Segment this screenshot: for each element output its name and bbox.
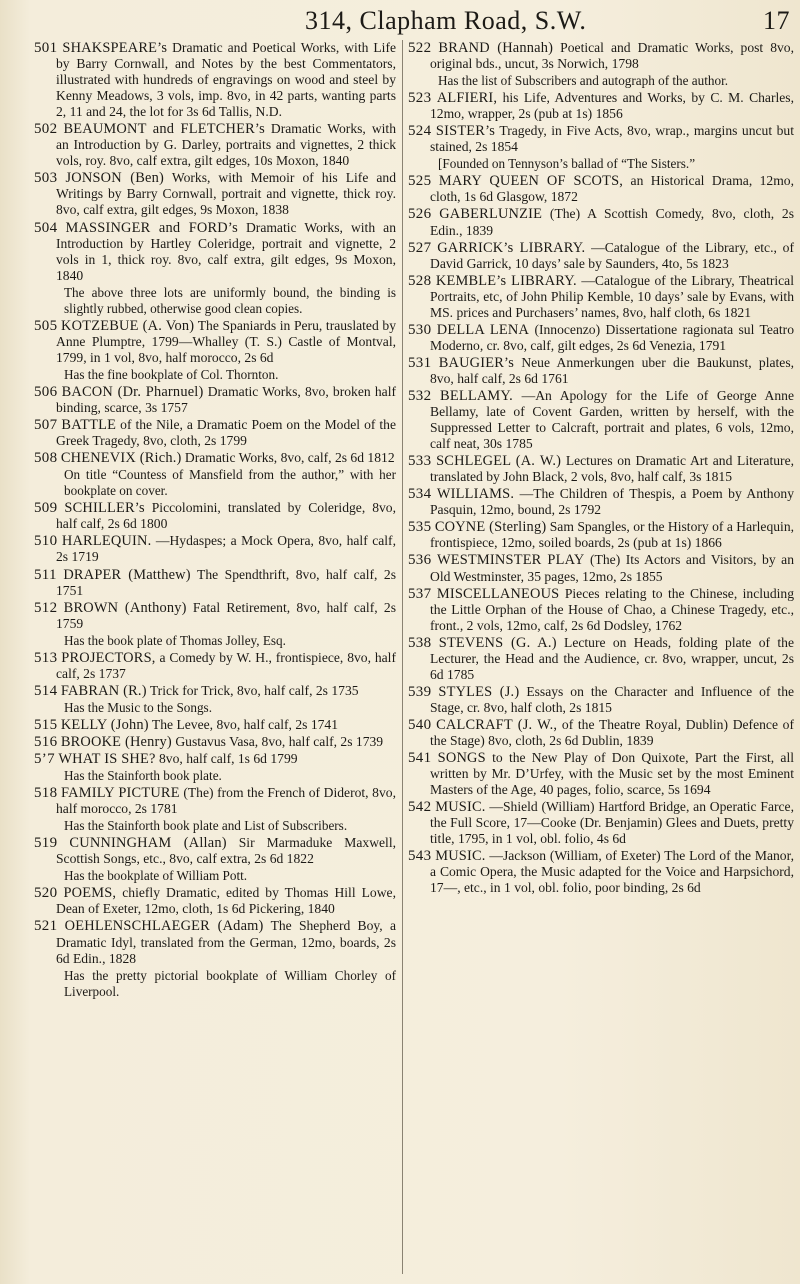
catalogue-entry [408,173,794,205]
lot-number: 5’7 [34,751,55,768]
lot-number: 532 [408,387,432,404]
entry-description: —An Apology for the Life of George Anne Bellamy, late of Covent Garden, written by herself, with the Suppressed Letter to Calcraft, portrait and plates, 6 vols, 12mo, calf neat, 30s 1785 [430,387,794,452]
entry-description: —Hydaspes; a Mock Opera, 8vo, half calf, 2s 1719 [56,533,396,565]
entry-note: Has the fine bookplate of Col. Thornton. [64,366,279,382]
catalogue-entry [408,123,794,155]
catalogue-entry [34,40,396,120]
entry-description: —The Children of Thespis, a Poem by Anthony Pasquin, 12mo, bound, 2s 1792 [430,486,794,518]
entry-heading: COYNE (Sterling) [434,519,547,536]
catalogue-entry [34,717,396,733]
entry-heading: ALFIERI, [436,90,498,107]
catalogue-entry [34,734,396,750]
entry-description: Tragedy, in Five Acts, 8vo, wrap., margins uncut but stained, 2s 1854 [430,123,795,155]
entry-heading: KEMBLE’s LIBRARY. [435,272,577,289]
catalogue-entry [34,751,396,767]
lot-number: 503 [34,170,58,187]
entry-description: Dramatic and Poetical Works, with Life by Barry Cornwall, and Notes by the best Commentators, illustrated with hundreds of engravings on wood and steel by Kenny Meadows, 3 vols, imp. 8vo, in 42 parts, wanting parts 2, 11 and 24, the lot for 3s 6d Tallis, N.D. [56,40,397,120]
lot-number: 515 [34,716,58,733]
page-title: 314, Clapham Road, S.W. [305,6,587,35]
entry-description: Dramatic Works, with an Introduction by Hartley Coleridge, portrait and vignette, 2 vols in 1, thick roy. 8vo, calf extra, gilt edges, 9s Moxon, 1840 [56,219,397,283]
entry-heading: FABRAN (R.) [60,682,147,699]
catalogue-entry [408,355,794,387]
entry-note: Has the bookplate of William Pott. [64,868,248,884]
lot-number: 522 [408,40,432,56]
lot-number: 508 [34,450,58,467]
catalogue-entry [408,486,794,518]
lot-number: 525 [408,173,432,190]
entry-heading: KELLY (John) [60,716,149,733]
lot-number: 535 [408,519,432,536]
entry-description: an Historical Drama, 12mo, cloth, 1s 6d Glasgow, 1872 [430,173,794,205]
entry-description: Dramatic Works, 8vo, calf, 2s 6d 1812 [184,450,395,466]
entry-description: his Life, Adventures and Works, by C. M. Charles, 12mo, wrapper, 2s (pub at 1s) 1856 [430,90,794,122]
entry-heading: BROOKE (Henry) [60,733,172,750]
entry-description: Lectures on Dramatic Art and Literature, translated by John Black, 2 vols, 8vo, half calf, 3s 1815 [430,453,794,485]
catalogue-entry [408,453,794,485]
entry-heading: KOTZEBUE (A. Von) [61,317,195,334]
lot-number: 533 [408,453,432,470]
lot-number: 526 [408,206,432,223]
lot-number: 502 [34,121,58,138]
catalogue-entry [408,684,794,716]
entry-description: Dramatic Works, 8vo, broken half binding, scarce, 3s 1757 [56,383,397,416]
catalogue-entry [408,322,794,354]
entry-heading: BROWN (Anthony) [63,599,187,616]
lot-number: 510 [34,533,58,550]
entry-description: Poetical and Dramatic Works, post 8vo, original bds., uncut, 3s Norwich, 1798 [430,40,794,72]
catalogue-entry [34,600,396,632]
catalogue-entry [408,750,794,798]
entry-heading: MUSIC. [435,799,486,816]
entry-heading: STEVENS (G. A.) [438,634,557,651]
entry-heading: FAMILY PICTURE [61,785,180,802]
lot-number: 534 [408,486,432,503]
entry-heading: MASSINGER and FORD’s [65,219,238,236]
lot-number: 504 [34,219,58,236]
lot-number: 528 [408,272,432,289]
catalogue-entry [408,586,794,634]
catalogue-entry [34,500,396,532]
page-number: 17 [763,6,790,35]
entry-description: Fatal Retirement, 8vo, half calf, 2s 1759 [56,599,396,631]
entry-heading: SISTER’s [435,123,496,140]
catalogue-entry [34,121,396,169]
entry-description: 8vo, half calf, 1s 6d 1799 [159,751,298,767]
catalogue-entry [408,240,794,272]
lot-number: 541 [408,750,432,767]
catalogue-entry [408,273,794,321]
entry-description: —Shield (William) Hartford Bridge, an Operatic Farce, the Full Score, 17—Cooke (Dr. Benjamin) Glees and Duets, pretty title, 1795, in 1 vol, obl. folio, 4s 6d [430,799,794,847]
entry-heading: DELLA LENA [436,321,530,338]
entry-heading: PROJECTORS, [61,649,156,666]
catalogue-entry [34,885,396,917]
catalogue-entry [34,170,396,218]
catalogue-entry [34,417,396,449]
entry-description: Gustavus Vasa, 8vo, half calf, 2s 1739 [175,733,384,749]
left-column [34,40,396,1001]
catalogue-entry [34,384,396,416]
entry-description: Pieces relating to the Chinese, including the Little Orphan of the House of Chao, a Chinese Tragedy, etc., front., 2 vols, 12mo, calf, 2s 6d Dodsley, 1762 [430,585,795,633]
catalogue-entry [34,567,396,599]
entry-heading: SCHLEGEL (A. W.) [436,453,562,470]
entry-note: Has the book plate of Thomas Jolley, Esq. [64,632,286,648]
entry-description: Neue Anmerkungen uber die Baukunst, plates, 8vo, half calf, 2s 6d 1761 [430,354,795,386]
entry-description: chiefly Dramatic, edited by Thomas Hill Lowe, Dean of Exeter, 12mo, cloth, 1s 6d Pickering, 1840 [56,885,396,917]
entry-note: Has the list of Subscribers and autograph of the author. [438,73,729,89]
entry-description: to the New Play of Don Quixote, Part the First, all written by Mr. D’Urfey, with the Music set by the most Eminent Masters of the Age, 40 pages, folio, scarce, 5s 1694 [430,750,795,798]
entry-description: (Innocenzo) Dissertatione ragionata sul Teatro Moderno, cr. 8vo, calf, gilt edges, 2s 6d Venezia, 1791 [430,321,795,353]
lot-number: 537 [408,585,432,602]
entry-heading: SCHILLER’s [64,500,145,517]
entry-heading: HARLEQUIN. [61,533,152,550]
entry-heading: BELLAMY. [440,387,513,404]
right-column [408,40,794,897]
lot-number: 518 [34,785,58,802]
entry-description: (The) Its Actors and Visitors, by an Old Westminster, 35 pages, 12mo, 2s 1855 [430,552,794,584]
entry-note: Has the pretty pictorial bookplate of William Chorley of Liverpool. [64,967,396,999]
entry-heading: POEMS, [63,885,117,902]
entry-description: of the Nile, a Dramatic Poem on the Model of the Greek Tragedy, 8vo, cloth, 2s 1799 [56,417,396,449]
entry-description: a Comedy by W. H., frontispiece, 8vo, half calf, 2s 1737 [56,649,396,681]
catalogue-entry [408,799,794,847]
lot-number: 531 [408,354,432,371]
entry-description: of the Theatre Royal, Dublin) Defence of the Stage) 8vo, cloth, 2s 6d Dublin, 1839 [430,716,794,748]
entry-description: (The) A Scottish Comedy, 8vo, cloth, 2s Edin., 1839 [430,206,794,238]
lot-number: 530 [408,321,432,338]
lot-number: 519 [34,835,58,852]
entry-description: The Levee, 8vo, half calf, 2s 1741 [151,716,339,732]
catalogue-entry [34,220,396,284]
entry-heading: BATTLE [61,417,117,434]
entry-heading: SHAKSPEARE’s [62,40,168,56]
lot-number: 523 [408,90,432,107]
entry-heading: OEHLENSCHLAEGER (Adam) [64,918,264,935]
entry-description: —Jackson (William, of Exeter) The Lord of the Manor, a Comic Opera, the Music adapted for the Voice and Harpsichord, 17—, etc., in 1 vol, obl. folio, poor binding, 2s 6d [430,848,794,896]
entry-note: Has the Music to the Songs. [64,699,212,715]
catalogue-entry [408,206,794,238]
entry-heading: JONSON (Ben) [65,170,165,187]
entry-heading: MUSIC. [435,848,486,865]
lot-number: 507 [34,417,58,434]
entry-heading: GABERLUNZIE [439,206,543,223]
catalogue-entry [34,318,396,366]
catalogue-entry [408,90,794,122]
entry-heading: WESTMINSTER PLAY [436,552,585,569]
entry-description: The Spendthrift, 8vo, half calf, 2s 1751 [56,566,396,598]
catalogue-entry [408,519,794,551]
entry-note: Has the Stainforth book plate and List of Subscribers. [64,818,348,834]
catalogue-entry [34,785,396,817]
catalogue-entry [34,683,396,699]
entry-heading: CHENEVIX (Rich.) [60,450,182,467]
lot-number: 506 [34,383,58,400]
entry-heading: MARY QUEEN OF SCOTS, [438,173,624,190]
entry-description: Dramatic Works, with an Introduction by G. Darley, portraits and vignettes, 2 thick vols, roy. 8vo, calf extra, gilt edges, 10s Moxon, 1840 [56,121,397,169]
entry-heading: STYLES (J.) [438,683,520,700]
lot-number: 524 [408,123,432,140]
entry-description: Lecture on Heads, folding plate of the Lecturer, the Head and the Audience, cr. 8vo, wrapper, uncut, 2s 6d 1785 [430,634,795,682]
entry-description: Sir Marmaduke Maxwell, Scottish Songs, etc., 8vo, calf extra, 2s 6d 1822 [56,835,397,867]
entry-description: Trick for Trick, 8vo, half calf, 2s 1735 [149,682,359,698]
lot-number: 505 [34,317,58,334]
entry-note: Has the Stainforth book plate. [64,768,222,784]
entry-heading: CUNNINGHAM (Allan) [69,835,227,852]
catalogue-entry [408,635,794,683]
entry-description: —Catalogue of the Library, Theatrical Portraits, etc, of John Philip Kemble, 10 days’ sale by Evans, with MS. prices and Purchasers’ names, 8vo, half cloth, 6s 1821 [430,272,794,320]
lot-number: 538 [408,634,432,651]
catalogue-entry [408,848,794,896]
catalogue-entry [408,388,794,452]
running-head [0,2,800,40]
lot-number: 543 [408,848,432,865]
lot-number: 520 [34,885,58,902]
entry-heading: WILLIAMS. [436,486,515,503]
lot-number: 511 [34,566,57,583]
catalogue-entry [34,650,396,682]
catalogue-entry [34,450,396,466]
entry-description: —Catalogue of the Library, etc., of David Garrick, 10 days’ sale by Saunders, 4to, 5s 1823 [430,239,795,271]
entry-heading: BRAND (Hannah) [438,40,554,56]
entry-description: Sam Spangles, or the History of a Harlequin, frontispiece, 12mo, soiled boards, 2s (pub at 1s) 1866 [430,519,795,551]
catalogue-entry [408,40,794,72]
lot-number: 540 [408,716,432,733]
lot-number: 514 [34,682,58,699]
entry-heading: SONGS [437,750,486,767]
entry-heading: DRAPER (Matthew) [63,566,191,583]
lot-number: 539 [408,683,432,700]
entry-heading: CALCRAFT (J. W., [436,716,558,733]
entry-description: Essays on the Character and Influence of the Stage, cr. 8vo, half cloth, 2s 1815 [430,683,795,715]
catalogue-entry [34,835,396,867]
lot-number: 512 [34,599,58,616]
catalogue-entry [408,717,794,749]
entry-heading: BACON (Dr. Pharnuel) [61,383,204,400]
entry-note: On title “Countess of Mansfield from the author,” with her bookplate on cover. [64,467,396,499]
entry-description: The Shepherd Boy, a Dramatic Idyl, translated from the German, 12mo, boards, 2s 6d Edin., 1828 [56,918,396,966]
entry-note: The above three lots are uniformly bound, the binding is slightly rubbed, otherwise good clean copies. [64,284,396,316]
lot-number: 536 [408,552,432,569]
lot-number: 542 [408,799,432,816]
lot-number: 501 [34,40,58,56]
entry-description: Works, with Memoir of his Life and Writings by Barry Cornwall, portrait and vignette, thick roy. 8vo, calf extra, gilt edges, 9s Moxon, 1838 [56,170,397,218]
column-divider [402,40,403,1274]
entry-note: [Founded on Tennyson’s ballad of “The Sisters.” [438,156,696,172]
entry-heading: GARRICK’s LIBRARY. [437,239,586,256]
entry-description: (The) from the French of Diderot, 8vo, half morocco, 2s 1781 [56,785,396,817]
catalogue-entry [34,533,396,565]
entry-description: Piccolomini, translated by Coleridge, 8vo, half calf, 2s 6d 1800 [56,500,396,532]
entry-heading: WHAT IS SHE? [58,751,156,768]
catalogue-entry [34,918,396,966]
entry-heading: BAUGIER’s [438,354,515,371]
entry-heading: BEAUMONT and FLETCHER’s [63,121,265,138]
lot-number: 516 [34,733,58,750]
catalogue-entry [408,552,794,584]
lot-number: 509 [34,500,58,517]
lot-number: 527 [408,239,432,256]
lot-number: 521 [34,918,58,935]
entry-description: The Spaniards in Peru, trauslated by Anne Plumptre, 1799—Whalley (T. S.) Castle of Montval, 1799, in 1 vol, 8vo, half morocco, 2s 6d [56,317,396,365]
entry-heading: MISCELLANEOUS [436,585,560,602]
lot-number: 513 [34,649,58,666]
